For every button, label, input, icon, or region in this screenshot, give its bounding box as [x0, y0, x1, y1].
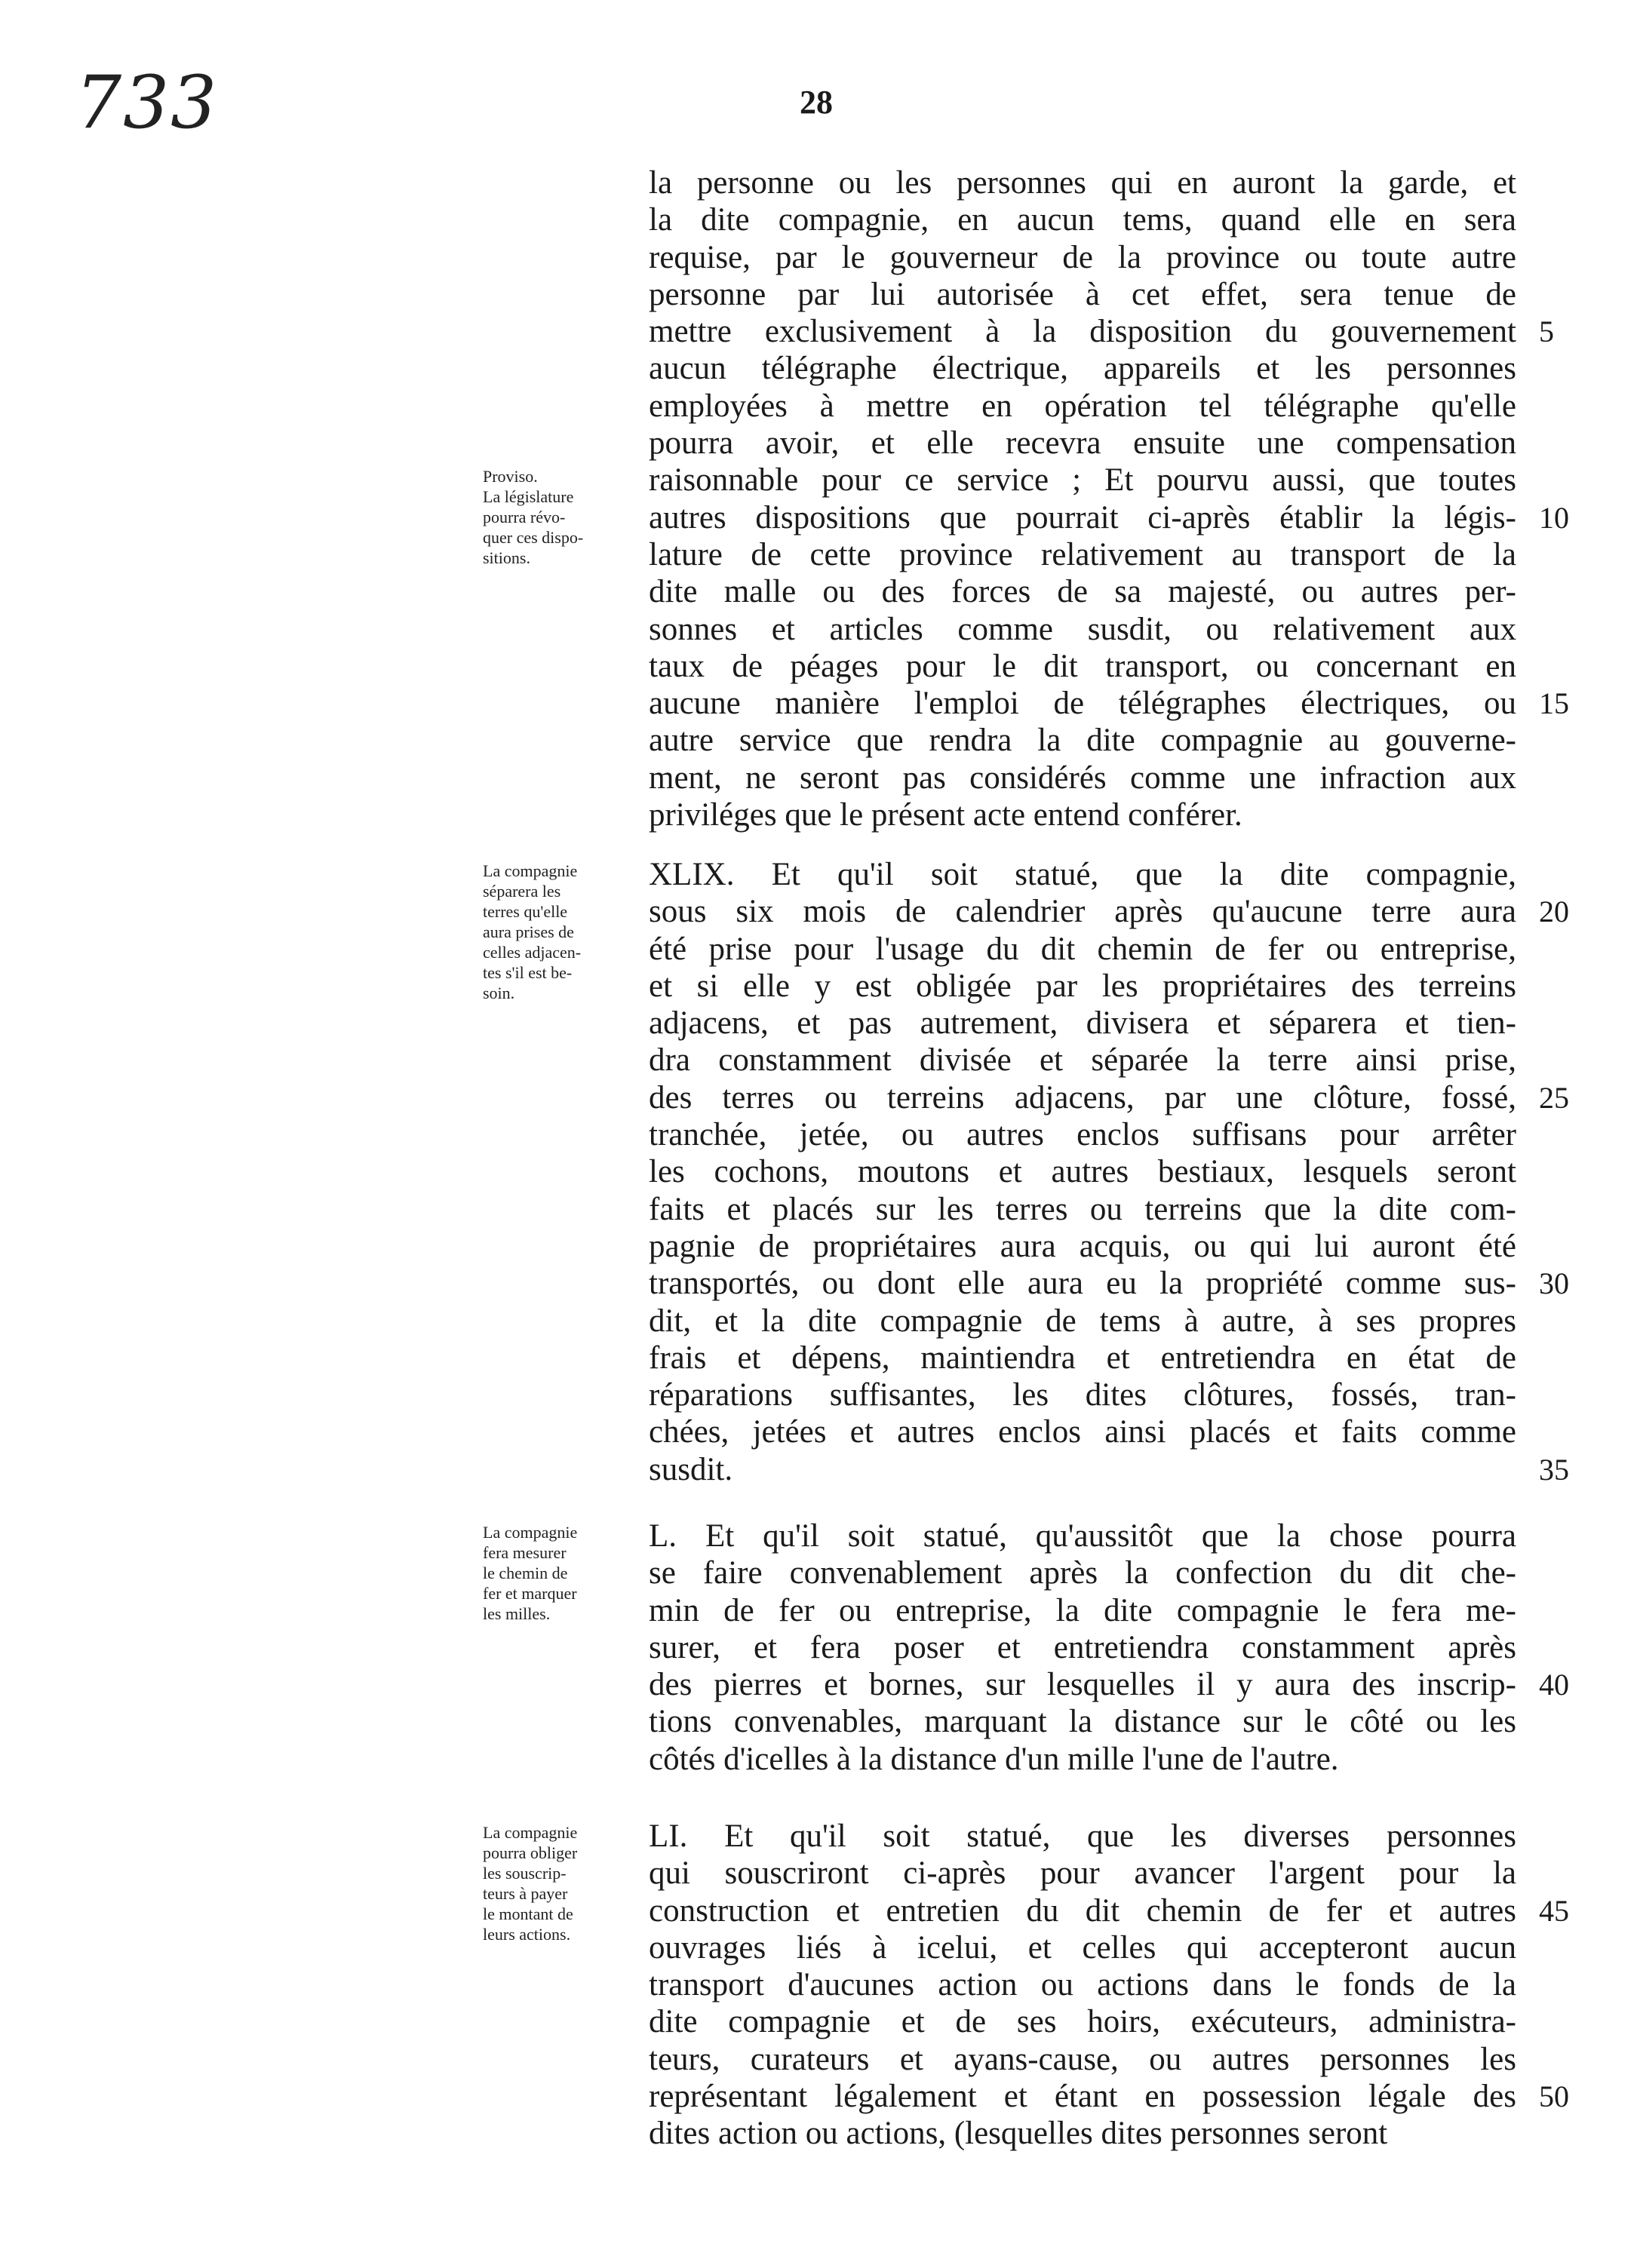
line-number: 35 — [1539, 1452, 1569, 1487]
text-line: dit, et la dite compagnie de tems à autre, à ses propres — [649, 1303, 1516, 1339]
text-line: représentant légalement et étant en possession légale des — [649, 2079, 1516, 2115]
text-line: sonnes et articles comme susdit, ou relativement aux — [649, 611, 1516, 647]
line-number: 45 — [1539, 1893, 1569, 1928]
margin-note-line: les souscrip- — [483, 1864, 567, 1883]
margin-note-line: le chemin de — [483, 1564, 568, 1582]
text-line: des terres ou terreins adjacens, par une clôture, fossé, — [649, 1079, 1516, 1116]
text-line: autre service que rendra la dite compagnie au gouverne- — [649, 723, 1516, 759]
text-line: côtés d'icelles à la distance d'un mille l'une de l'autre. — [649, 1741, 1339, 1777]
text-line: L. Et qu'il soit statué, qu'aussitôt que la chose pourra — [649, 1518, 1516, 1554]
margin-note-line: La compagnie — [483, 1823, 578, 1842]
text-line: et si elle y est obligée par les propriétaires des terreins — [649, 968, 1516, 1004]
text-line: frais et dépens, maintiendra et entretiendra en état de — [649, 1340, 1516, 1376]
page-number: 28 — [800, 84, 833, 121]
text-line: dite malle ou des forces de sa majesté, ou autres per- — [649, 574, 1516, 610]
text-line: raisonnable pour ce service ; Et pourvu aussi, que toutes — [649, 462, 1516, 499]
margin-note-line: leurs actions. — [483, 1925, 571, 1944]
margin-note-line: aura prises de — [483, 922, 574, 941]
text-line: tions convenables, marquant la distance sur le côté ou les — [649, 1704, 1516, 1740]
line-number: 40 — [1539, 1668, 1569, 1702]
text-line: susdit. — [649, 1451, 733, 1487]
text-line: aucun télégraphe électrique, appareils et les personnes — [649, 351, 1516, 387]
line-number: 5 — [1539, 315, 1554, 349]
margin-note-line: fera mesurer — [483, 1543, 567, 1562]
text-line: les cochons, moutons et autres bestiaux, lesquels seront — [649, 1154, 1516, 1190]
text-line: la personne ou les personnes qui en auront la garde, et — [649, 165, 1516, 201]
margin-note — [483, 466, 619, 568]
text-line: surer, et fera poser et entretiendra constamment après — [649, 1629, 1516, 1665]
margin-note-line: La compagnie — [483, 861, 578, 880]
line-number: 10 — [1539, 500, 1569, 535]
text-line: des pierres et bornes, sur lesquelles il y aura des inscrip- — [649, 1667, 1516, 1703]
margin-note-line: fer et marquer — [483, 1584, 577, 1603]
section-text — [649, 1518, 1516, 1778]
text-line: dra constamment divisée et séparée la terre ainsi prise, — [649, 1042, 1516, 1079]
text-line: teurs, curateurs et ayans-cause, ou autres personnes les — [649, 2041, 1516, 2077]
text-line: taux de péages pour le dit transport, ou concernant en — [649, 648, 1516, 684]
section-text — [649, 1818, 1516, 2153]
margin-note-line: le montant de — [483, 1904, 573, 1923]
text-line: faits et placés sur les terres ou terreins que la dite com- — [649, 1191, 1516, 1227]
margin-note-line: teurs à payer — [483, 1884, 568, 1903]
text-line: tranchée, jetée, ou autres enclos suffisans pour arrêter — [649, 1117, 1516, 1153]
text-line: personne par lui autorisée à cet effet, sera tenue de — [649, 276, 1516, 312]
text-line: lature de cette province relativement au transport de la — [649, 536, 1516, 572]
margin-note-line: Proviso. — [483, 467, 538, 486]
margin-note-line: pourra obliger — [483, 1843, 578, 1862]
margin-note — [483, 1522, 619, 1624]
margin-note — [483, 1822, 619, 1944]
margin-note-line: quer ces dispo- — [483, 528, 584, 548]
line-number: 15 — [1539, 686, 1569, 721]
text-line: employées à mettre en opération tel télégraphe qu'elle — [649, 388, 1516, 424]
margin-note-line: les milles. — [483, 1604, 551, 1623]
margin-note-line: terres qu'elle — [483, 902, 568, 921]
text-line: aucune manière l'emploi de télégraphes électriques, ou — [649, 686, 1516, 722]
section-text — [649, 856, 1516, 1488]
margin-note-line: La compagnie — [483, 1523, 578, 1542]
margin-note-line: soin. — [483, 984, 515, 1002]
text-line: pourra avoir, et elle recevra ensuite une compensation — [649, 425, 1516, 462]
handwritten-page-number: 733 — [75, 60, 219, 145]
text-line: pagnie de propriétaires aura acquis, ou qui lui auront été — [649, 1228, 1516, 1264]
margin-note-line: La législature — [483, 487, 574, 507]
text-line: XLIX. Et qu'il soit statué, que la dite compagnie, — [649, 857, 1516, 892]
text-line: qui souscriront ci-après pour avancer l'argent pour la — [649, 1855, 1516, 1892]
margin-note-line: séparera les — [483, 882, 561, 901]
text-line: requise, par le gouverneur de la province ou toute autre — [649, 239, 1516, 275]
text-line: été prise pour l'usage du dit chemin de fer ou entreprise, — [649, 931, 1516, 967]
text-line: adjacens, et pas autrement, divisera et séparera et tien- — [649, 1005, 1516, 1042]
margin-note-line: celles adjacen- — [483, 943, 582, 962]
text-line: ment, ne seront pas considérés comme une infraction aux — [649, 760, 1516, 796]
text-line: autres dispositions que pourrait ci-après établir la légis- — [649, 499, 1516, 536]
text-line: dite compagnie et de ses hoirs, exécuteurs, administra- — [649, 2004, 1516, 2040]
line-number: 20 — [1539, 895, 1569, 929]
text-line: se faire convenablement après la confection du dit che- — [649, 1555, 1516, 1591]
margin-note-line: sitions. — [483, 548, 530, 568]
section-text — [649, 164, 1516, 833]
text-line: transport d'aucunes action ou actions dans le fonds de la — [649, 1967, 1516, 2003]
line-number: 30 — [1539, 1266, 1569, 1301]
margin-note-line: tes s'il est be- — [483, 963, 573, 982]
text-line: sous six mois de calendrier après qu'aucune terre aura — [649, 894, 1516, 930]
text-line: LI. Et qu'il soit statué, que les diverses personnes — [649, 1818, 1516, 1854]
margin-note — [483, 861, 619, 1003]
text-line: priviléges que le présent acte entend conférer. — [649, 797, 1242, 833]
text-line: la dite compagnie, en aucun tems, quand elle en sera — [649, 202, 1516, 238]
text-line: transportés, ou dont elle aura eu la propriété comme sus- — [649, 1266, 1516, 1302]
line-number: 25 — [1539, 1080, 1569, 1115]
text-line: ouvrages liés à icelui, et celles qui accepteront aucun — [649, 1929, 1516, 1966]
text-line: min de fer ou entreprise, la dite compagnie le fera me- — [649, 1592, 1516, 1628]
margin-note-line: pourra révo- — [483, 508, 566, 527]
text-line: réparations suffisantes, les dites clôtures, fossés, tran- — [649, 1377, 1516, 1413]
text-line: mettre exclusivement à la disposition du gouvernement — [649, 314, 1516, 350]
text-line: construction et entretien du dit chemin de fer et autres — [649, 1892, 1516, 1929]
text-line: chées, jetées et autres enclos ainsi placés et faits comme — [649, 1414, 1516, 1450]
line-number: 50 — [1539, 2079, 1569, 2114]
text-line: dites action ou actions, (lesquelles dites personnes seront — [649, 2116, 1388, 2152]
